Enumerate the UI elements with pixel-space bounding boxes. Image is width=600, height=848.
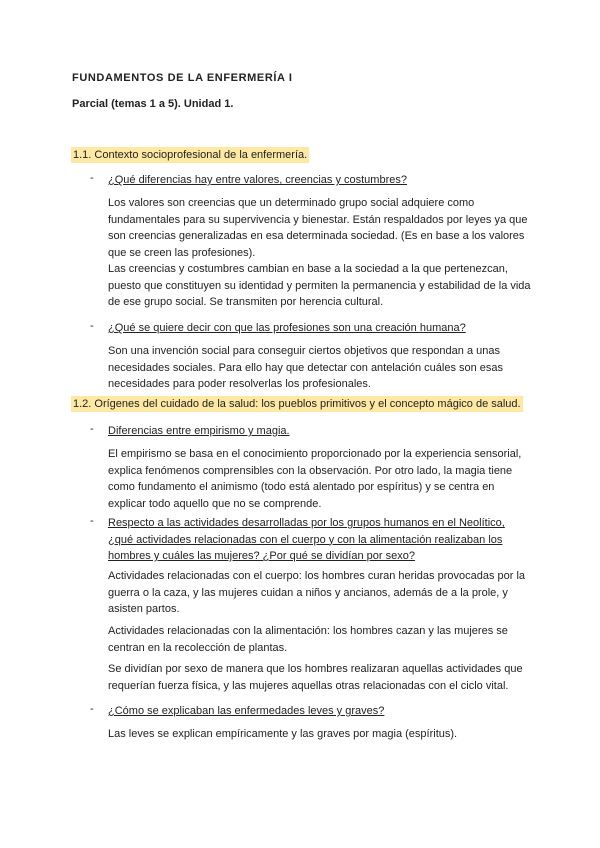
bullet-dash: - [90,172,94,184]
paragraph [108,568,532,618]
paragraph-text: El empirismo se basa en el conocimiento proporcionado por la experiencia sensorial, explica fenómenos comprensibles con la observación. Por otro lado, la magia tiene como fundamento el animismo (todo está alentado por espíritus) y se centra en explicar todo aquello que no se comprende. [108,448,522,510]
paragraph-text: Son una invención social para conseguir ciertos objetivos que respondan a unas necesidades sociales. Para ello hay que detectar con antelación cuáles son esas necesidades para poder resolverlas los profesionales. [108,345,504,390]
paragraph-text: Se dividían por sexo de manera que los hombres realizaran aquellas actividades que requerían fuerza física, y las mujeres aquellas otras relacionadas con el ciclo vital. [108,663,523,692]
document-title: FUNDAMENTOS DE LA ENFERMERÍA I [72,72,293,84]
bullet-dash: - [90,423,94,435]
bullet-dash: - [90,703,94,715]
section-heading: 1.2. Orígenes del cuidado de la salud: los pueblos primitivos y el concepto mágico de salud. [73,398,521,410]
paragraph [108,726,532,743]
paragraph-text: Actividades relacionadas con la alimentación: los hombres cazan y las mujeres se centran en la recolección de plantas. [108,625,508,654]
paragraph [108,261,532,311]
document-subtitle: Parcial (temas 1 a 5). Unidad 1. [72,98,234,110]
paragraph [108,343,532,393]
question: ¿Cómo se explicaban las enfermedades leves y graves? [108,705,385,717]
question: ¿Qué se quiere decir con que las profesiones son una creación humana? [108,322,466,334]
paragraph [108,446,532,512]
bullet-dash: - [90,515,94,527]
question: Respecto a las actividades desarrolladas por los grupos humanos en el Neolítico, ¿qué actividades relacionadas con el cuerpo y con la alimentación realizaban los hombres y cuáles las mujeres? ¿Por qué se dividían por sexo? [108,517,505,562]
paragraph [108,195,532,261]
paragraph-text: Las creencias y costumbres cambian en base a la sociedad a la que pertenezcan, puesto que constituyen su identidad y permiten la permanencia y estabilidad de la vida de ese grupo social. Se transmiten por herencia cultural. [108,263,531,308]
bullet-dash: - [90,320,94,332]
paragraph [108,623,532,656]
section-heading: 1.1. Contexto socioprofesional de la enfermería. [73,149,308,161]
paragraph [108,661,532,694]
question: Diferencias entre empirismo y magia. [108,425,290,437]
paragraph-text: Los valores son creencias que un determinado grupo social adquiere como fundamentales para su supervivencia y bienestar. Están respaldados por leyes ya que son creencias generalizadas en esa determinada sociedad. (Es en base a los valores que se creen las profesiones). [108,197,528,259]
question: ¿Qué diferencias hay entre valores, creencias y costumbres? [108,174,407,186]
paragraph-text: Actividades relacionadas con el cuerpo: los hombres curan heridas provocadas por la guerra o la caza, y las mujeres cuidan a niños y ancianos, además de a la prole, y asisten partos. [108,570,526,615]
paragraph-text: Las leves se explican empíricamente y las graves por magia (espíritus). [108,728,458,740]
